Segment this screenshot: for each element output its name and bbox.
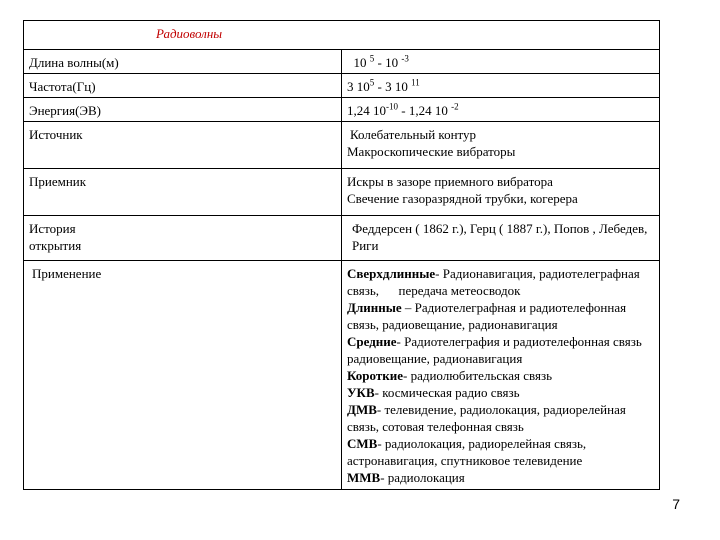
receiver-line-1: Искры в зазоре приемного вибратора: [347, 174, 553, 189]
application-item: [347, 384, 654, 401]
application-term: СМВ: [347, 436, 378, 451]
application-term: Средние: [347, 334, 397, 349]
application-term: Длинные: [347, 300, 402, 315]
frequency-value: [342, 74, 660, 98]
application-text: - радиолокация: [380, 470, 465, 485]
wavelength-exp-2: -3: [401, 53, 409, 64]
receiver-label: Приемник: [24, 169, 342, 216]
frequency-base-1: 3 10: [347, 79, 370, 94]
source-line-1: Колебательный контур: [350, 127, 477, 142]
frequency-exp-2: 11: [411, 77, 420, 88]
frequency-base-2: 3 10: [385, 79, 408, 94]
application-text: - радиолокация, радиорелейная связь, астронавигация, спутниковое телевидение: [347, 436, 587, 468]
application-text: – Радиотелеграфная и радиотелефонная связь, радиовещание, радионавигация: [347, 300, 627, 332]
application-item: [347, 401, 654, 435]
application-item: [347, 333, 654, 367]
source-row: [24, 122, 660, 169]
application-term: Сверхдлинные: [347, 266, 436, 281]
application-text: - космическая радио связь: [374, 385, 520, 400]
energy-sep: -: [398, 103, 409, 118]
frequency-exp-1: 5: [369, 77, 375, 88]
wavelength-label: Длина волны(м): [24, 50, 342, 74]
application-value: [342, 261, 660, 490]
application-text: - Радионавигация, радиотелеграфная связь, передача метеосводок: [347, 266, 644, 298]
application-item: [347, 367, 654, 384]
application-term: УКВ: [347, 385, 375, 400]
source-value: [342, 122, 660, 169]
wavelength-value: [342, 50, 660, 74]
application-row: [24, 261, 660, 490]
energy-base-2: 1,24 10: [408, 103, 448, 118]
history-row: [24, 216, 660, 261]
frequency-label: Частота(Гц): [24, 74, 342, 98]
source-label: Источник: [24, 122, 342, 169]
application-text: - радиолюбительская связь: [402, 368, 553, 383]
application-text: - телевидение, радиолокация, радиорелейная связь, сотовая телефонная связь: [347, 402, 626, 434]
application-item: [347, 435, 654, 469]
wavelength-sep: -: [374, 55, 386, 70]
wavelength-base-1: 10: [353, 55, 367, 70]
receiver-row: [24, 169, 660, 216]
energy-value: [342, 98, 660, 122]
history-label-line-1: История: [29, 221, 76, 236]
wavelength-row: [24, 50, 660, 74]
energy-exp-2: -2: [451, 101, 459, 112]
frequency-sep: -: [374, 79, 386, 94]
page-number: 7: [672, 496, 680, 512]
energy-exp-1: -10: [386, 101, 398, 112]
application-term: Короткие: [347, 368, 403, 383]
frequency-row: [24, 74, 660, 98]
source-line-2: Макроскопические вибраторы: [347, 144, 516, 159]
energy-base-1: 1,24 10: [347, 103, 386, 118]
history-label: [24, 216, 342, 261]
application-item: [347, 469, 654, 486]
application-label: Применение: [24, 261, 342, 490]
radio-waves-table: [23, 20, 660, 490]
application-term: ДМВ: [347, 402, 377, 417]
history-label-line-2: открытия: [29, 238, 82, 253]
wavelength-base-2: 10: [385, 55, 399, 70]
application-item: [347, 299, 654, 333]
energy-row: [24, 98, 660, 122]
history-value: Феддерсен ( 1862 г.), Герц ( 1887 г.), Попов , Лебедев, Риги: [342, 216, 660, 261]
table-title: Радиоволны: [156, 26, 223, 41]
energy-label: Энергия(ЭВ): [24, 98, 342, 122]
application-text: - Радиотелеграфия и радиотелефонная связь радиовещание, радионавигация: [347, 334, 642, 366]
title-row: [24, 21, 660, 50]
application-term: ММВ: [347, 470, 381, 485]
receiver-value: [342, 169, 660, 216]
wavelength-exp-1: 5: [369, 53, 375, 64]
receiver-line-2: Свечение газоразрядной трубки, когерера: [347, 191, 578, 206]
application-item: [347, 265, 654, 299]
